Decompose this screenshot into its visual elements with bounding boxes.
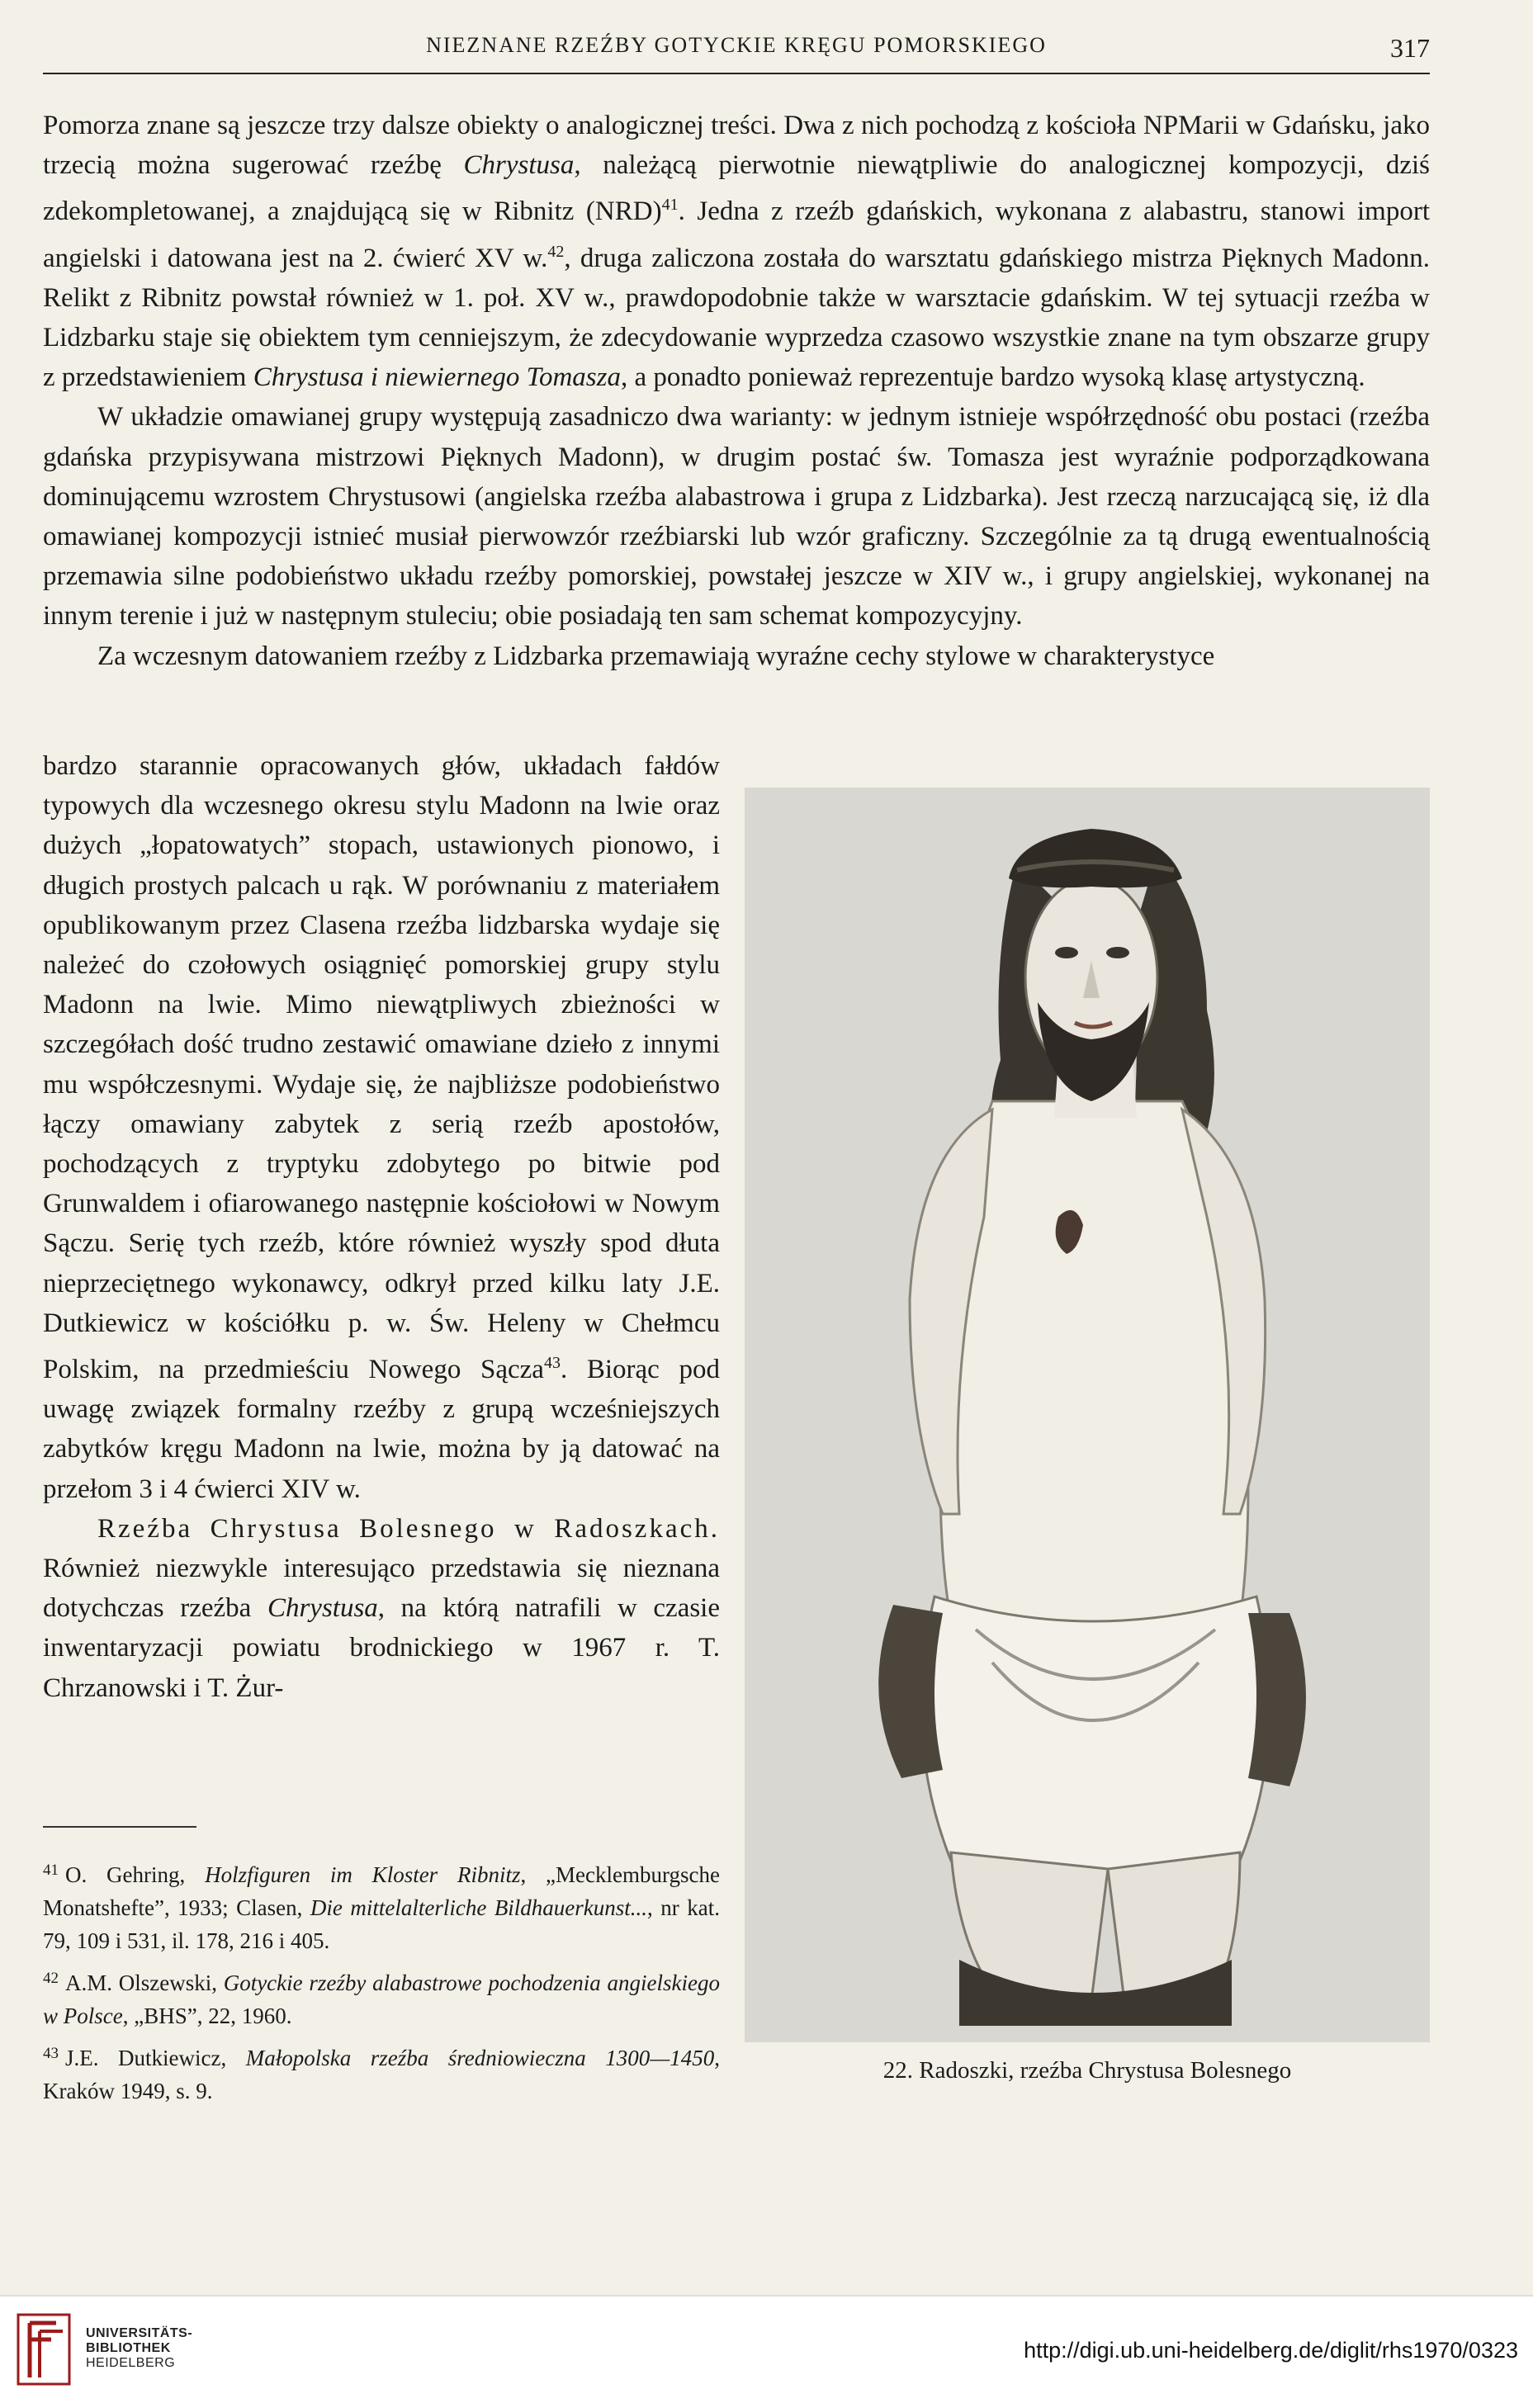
text-run: Pomorza znane są jeszcze trzy dalsze obiekty o analogicznej treści. Dwa z nich pochodzą z kościoła NPMarii w Gdańsku, jako trzecią można sugerować rzeźbę: [43, 111, 1430, 181]
text-run: , a ponadto ponieważ reprezentuje bardzo wysoką klasę artystyczną.: [620, 362, 1365, 393]
narrow-column-text: [43, 746, 720, 1708]
italic-text: Chrystusa: [267, 1593, 378, 1624]
footnote-ref-41: 41: [661, 196, 679, 215]
sculpture-illustration: [745, 788, 1430, 2042]
text-run: J.E. Dutkiewicz,: [65, 2046, 246, 2070]
text-run: O. Gehring,: [65, 1862, 206, 1887]
paragraph-3-start: Za wczesnym datowaniem rzeźby z Lidzbarka przemawiają wyraźne cechy stylowe w charakterystyce: [97, 641, 1215, 671]
library-line-2: BIBLIOTHEK: [86, 2341, 171, 2355]
page-number: 317: [1390, 33, 1430, 63]
italic-text: Małopolska rzeźba średniowieczna 1300—1450: [245, 2046, 715, 2070]
figure-caption: 22. Radoszki, rzeźba Chrystusa Bolesnego: [882, 2057, 1292, 2084]
paragraph-4: [43, 1509, 720, 1708]
library-line-3: HEIDELBERG: [86, 2356, 176, 2370]
footnote-rule: [43, 1826, 196, 1828]
sculpture-photo: [745, 788, 1430, 2042]
footnote-ref-42: 42: [547, 242, 565, 261]
paragraph-1: [43, 106, 1430, 397]
footnote-ref-43: 43: [543, 1354, 561, 1373]
text-run: . Jedna z rzeźb gdańskich, wykonana z alabastru, stanowi import angielski i datowana jest na 2. ćwierć XV w.: [43, 196, 1430, 273]
text-run: , nr kat. 79, 109 i 531, il. 178, 216 i 405.: [43, 1895, 720, 1953]
paragraph-3-cont: [43, 746, 720, 1509]
running-head: [43, 33, 1430, 71]
footnote-number: 41: [43, 1862, 59, 1879]
text-run: A.M. Olszewski,: [65, 1970, 224, 1995]
text-run: . Biorąc pod uwagę związek formalny rzeźby z grupą wcześniejszych zabytków kręgu Madonn na lwie, można by ją datować na przełom 3 i 4 ćwierci XIV w.: [43, 1355, 720, 1504]
paragraph-2: W układzie omawianej grupy występują zasadniczo dwa warianty: w jednym istnieje współrzędność obu postaci (rzeźba gdańska przypisywana mistrzowi Pięknych Madonn), w drugim postać św. Tomasza jest wyraźnie podporządkowana dominującemu wzrostem Chrystusowi (angielska rzeźba alabastrowa i grupa z Lidzbarka). Jest rzeczą narzucającą się, iż dla omawianej kompozycji istnieć musiał pierwowzór rzeźbiarski lub wzór graficzny. Szczególnie za tą drugą ewentualnością przemawia silne podobieństwo układu rzeźby pomorskiej, powstałej jeszcze w XIV w., i grupy angielskiej, wykonanej na innym terenie i już w następnym stuleciu; obie posiadają ten sam schemat kompozycyjny.: [43, 402, 1430, 632]
footnote-number: 42: [43, 1970, 59, 1987]
text-run: , „Mecklemburgsche Monatshefte”, 1933; Clasen,: [43, 1862, 720, 1920]
running-title: NIEZNANE RZEŹBY GOTYCKIE KRĘGU POMORSKIEGO: [426, 33, 1047, 57]
library-logo-icon: [15, 2311, 73, 2387]
header-rule: [43, 73, 1430, 74]
italic-text: Holzfiguren im Kloster Ribnitz: [205, 1862, 521, 1887]
italic-text: Gotyckie rzeźby alabastrowe pochodzenia angielskiego w Polsce: [43, 1970, 720, 2028]
full-width-text: [43, 106, 1430, 676]
text-run: , Kraków 1949, s. 9.: [43, 2046, 721, 2103]
text-run: , „BHS”, 22, 1960.: [122, 2004, 292, 2028]
library-name: [86, 2326, 192, 2371]
footnote-41: [43, 1854, 720, 1957]
text-run: bardzo starannie opracowanych głów, układach fałdów typowych dla wczesnego okresu stylu Madonn na lwie oraz dużych „łopatowatych” stopach, ustawionych pionowo, i długich prostych palcach u rąk. W porównaniu z materiałem opublikowanym przez Clasena rzeźba lidzbarska wydaje się należeć do czołowych osiągnięć pomorskiej grupy stylu Madonn na lwie. Mimo niewątpliwych zbieżności w szczegółach dość trudno zestawić omawiane dzieło z innymi mu współczesnymi. Wydaje się, że najbliższe podobieństwo łączy omawiany zabytek z serią rzeźb apostołów, pochodzących z tryptyku zdobytego po bitwie pod Grunwaldem i ofiarowanego następnie kościołowi w Nowym Sączu. Serię tych rzeźb, które również wyszły spod dłuta nieprzeciętnego wykonawcy, odkrył przed kilku laty J.E. Dutkiewicz w kościółku p. w. Św. Heleny w Chełmcu Polskim, na przedmieściu Nowego Sącza: [43, 751, 720, 1385]
italic-text: Chrystusa i niewiernego Tomasza: [253, 362, 621, 393]
italic-text: Die mittelalterliche Bildhauerkunst...: [310, 1895, 648, 1920]
footnote-43: [43, 2037, 720, 2108]
text-run: , druga zaliczona została do warsztatu gdańskiego mistrza Pięknych Madonn. Relikt z Ribnitz powstał również w 1. poł. XV w., prawdopodobnie także w warsztacie gdańskim. W tej sytuacji rzeźba w Lidzbarku staje się obiektem tym cenniejszym, że zdecydowanie wyprzedza czasowo wszystkie znane na tym obszarze grupy z przedstawieniem: [43, 243, 1430, 393]
footnote-42: [43, 1962, 720, 2032]
footnotes: [43, 1854, 720, 2112]
section-heading: Rzeźba Chrystusa Bolesnego w Radoszkach.: [97, 1513, 720, 1544]
italic-text: Chrystusa: [463, 150, 575, 181]
text-run: , na którą natrafili w czasie inwentaryzacji powiatu brodnickiego w 1967 r. T. Chrzanowski i T. Żur-: [43, 1593, 720, 1703]
footnote-number: 43: [43, 2045, 59, 2062]
source-url-link[interactable]: http://digi.ub.uni-heidelberg.de/diglit/rhs1970/0323: [1024, 2338, 1518, 2363]
text-run: Również niezwykle interesująco przedstawia się nieznana dotychczas rzeźba: [43, 1554, 720, 1624]
text-run: , należącą pierwotnie niewątpliwie do analogicznej kompozycji, dziś zdekompletowanej, a znajdującą się w Ribnitz (NRD): [43, 150, 1430, 227]
library-line-1: UNIVERSITÄTS-: [86, 2326, 193, 2340]
